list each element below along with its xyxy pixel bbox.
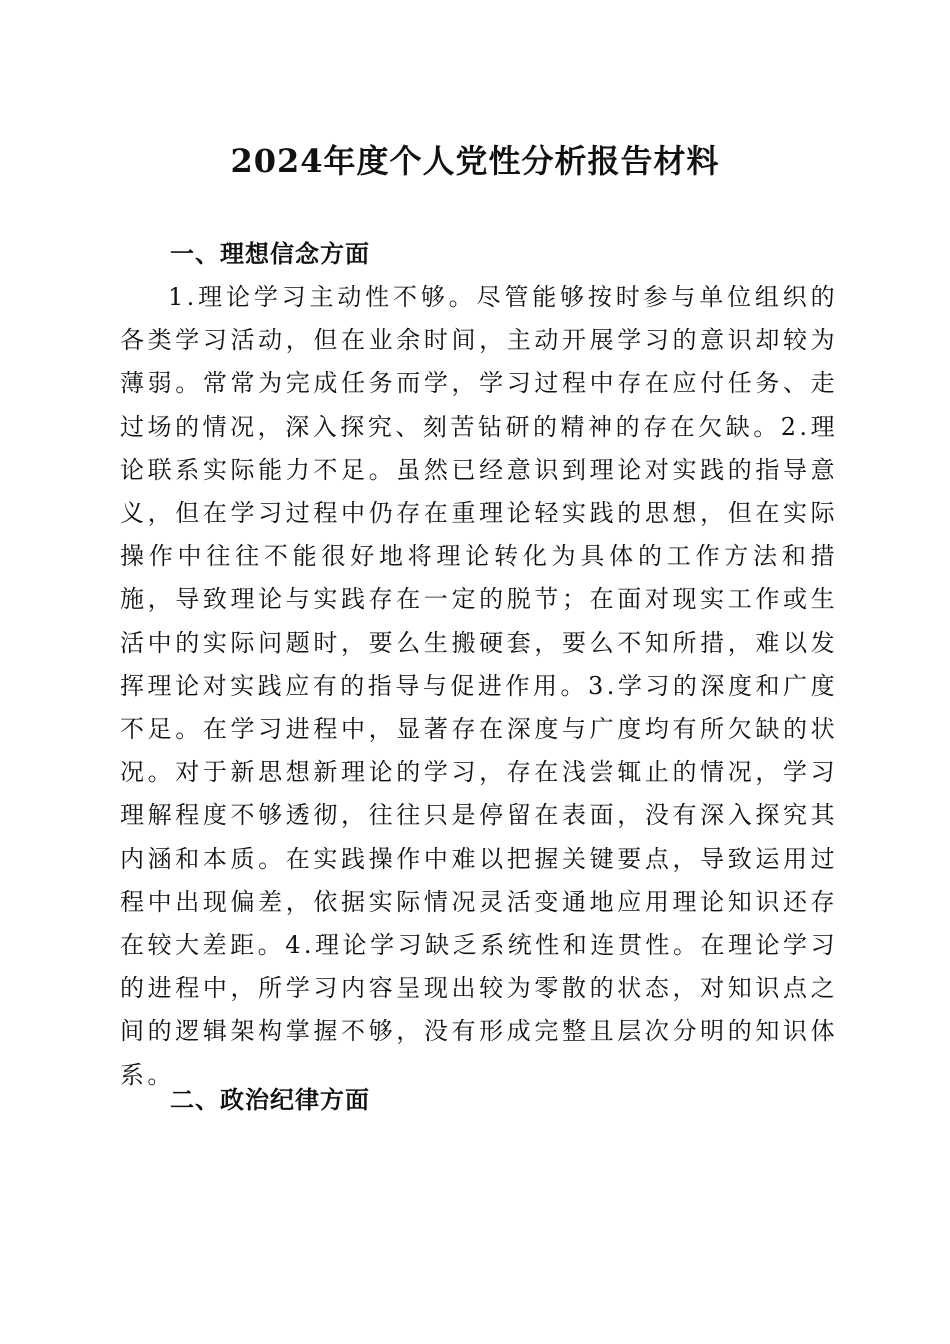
page-title: 2024年度个人党性分析报告材料	[230, 142, 720, 180]
section-heading-discipline: 二、政治纪律方面	[170, 1085, 370, 1114]
section-paragraph-ideals: 1.理论学习主动性不够。尽管能够按时参与单位组织的各类学习活动，但在业余时间，主动开展学习的意识却较为薄弱。常常为完成任务而学，学习过程中存在应付任务、走过场的情况，深入探究、刻苦钻研的精神的存在欠缺。2.理论联系实际能力不足。虽然已经意识到理论对实践的指导意义，但在学习过程中仍存在重理论轻实践的思想，但在实际操作中往往不能很好地将理论转化为具体的工作方法和措施，导致理论与实践存在一定的脱节；在面对现实工作或生活中的实际问题时，要么生搬硬套，要么不知所措，难以发挥理论对实践应有的指导与促进作用。3.学习的深度和广度不足。在学习进程中，显著存在深度与广度均有所欠缺的状况。对于新思想新理论的学习，存在浅尝辄止的情况，学习理解程度不够透彻，往往只是停留在表面，没有深入探究其内涵和本质。在实践操作中难以把握关键要点，导致运用过程中出现偏差，依据实际情况灵活变通地应用理论知识还存在较大差距。4.理论学习缺乏系统性和连贯性。在理论学习的进程中，所学习内容呈现出较为零散的状态，对知识点之间的逻辑架构掌握不够，没有形成完整且层次分明的知识体系。	[120, 283, 838, 1089]
section-heading-ideals: 一、理想信念方面	[170, 239, 370, 268]
